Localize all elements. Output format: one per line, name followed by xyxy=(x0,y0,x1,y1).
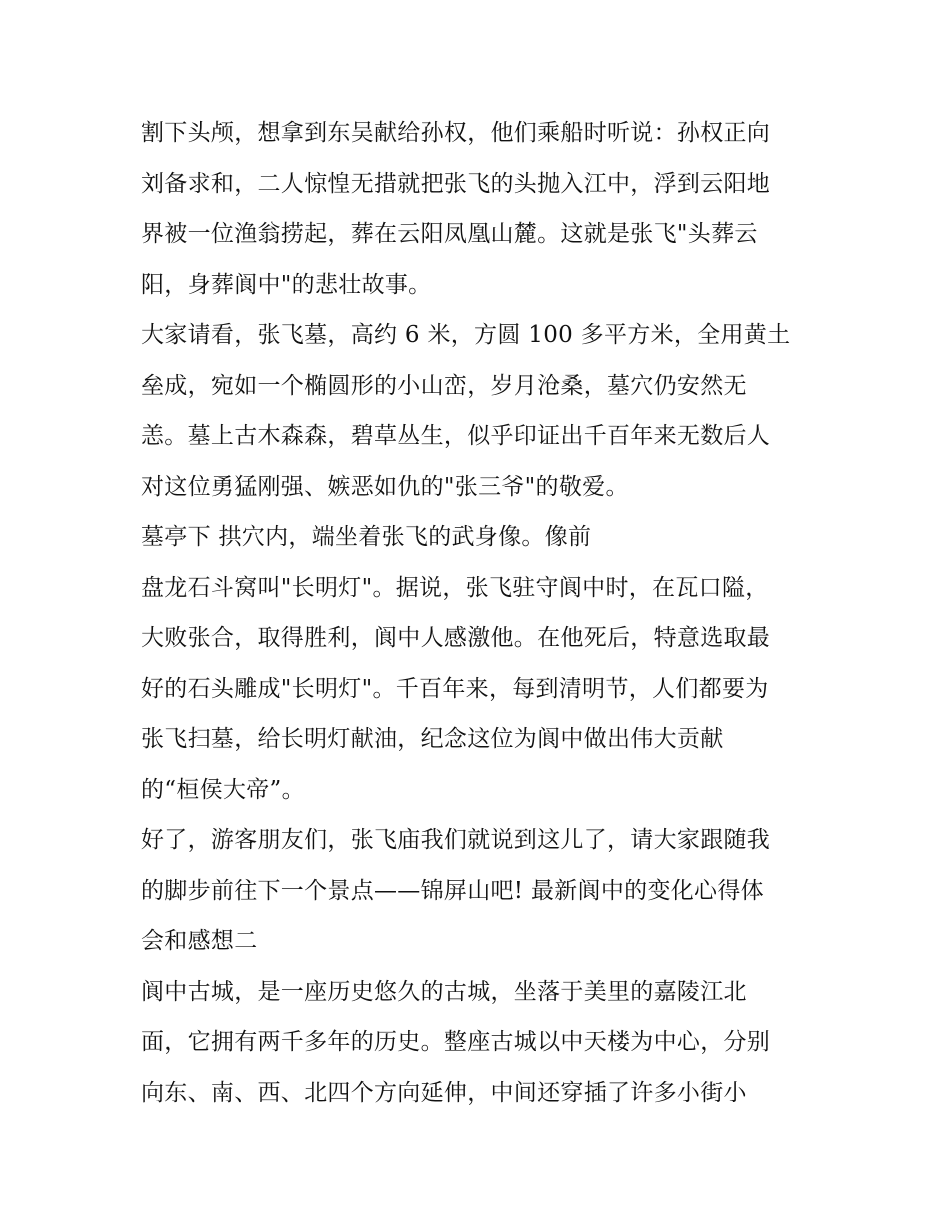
text-line: 好的石头雕成"长明灯"。千百年来，每到清明节，人们都要为 xyxy=(141,675,769,702)
text-line: 垒成，宛如一个椭圆形的小山峦，岁月沧桑，墓穴仍安然无 xyxy=(141,372,747,399)
text-line: 的“桓侯大帝”。 xyxy=(141,776,305,803)
text-line: 张飞扫墓，给长明灯献油，纪念这位为阆中做出伟大贡献 xyxy=(141,726,724,752)
text-line: 好了，游客朋友们，张飞庙我们就说到这儿了，请大家跟随我 xyxy=(141,827,771,853)
document-body xyxy=(141,108,821,1118)
text-line: 面，它拥有两千多年的历史。整座古城以中天楼为中心，分别 xyxy=(141,1029,771,1055)
text-line: 阳，身葬阆中"的悲壮故事。 xyxy=(141,271,432,298)
text-line: 对这位勇猛刚强、嫉恶如仇的"张三爷"的敬爱。 xyxy=(141,473,629,500)
text-line: 向东、南、西、北四个方向延伸，中间还穿插了许多小街小 xyxy=(141,1079,747,1106)
text-line: 大败张合，取得胜利，阆中人感激他。在他死后，特意选取最 xyxy=(141,625,771,651)
text-line: 恙。墓上古木森森，碧草丛生，似乎印证出千百年来无数后人 xyxy=(141,423,771,449)
text-line: 墓亭下 拱穴内，端坐着张飞的武身像。像前 xyxy=(141,524,592,550)
text-line: 盘龙石斗窝叫"长明灯"。据说，张飞驻守阆中时，在瓦口隘， xyxy=(141,574,769,601)
text-line: 会和感想二 xyxy=(141,928,258,954)
text-line: 的脚步前往下一个景点——锦屏山吧! 最新阆中的变化心得体 xyxy=(141,877,764,904)
text-line: 刘备求和，二人惊惶无措就把张飞的头抛入江中，浮到云阳地 xyxy=(141,170,771,197)
text-line: 大家请看，张飞墓，高约 6 米，方圆 100 多平方米，全用黄土 xyxy=(141,322,791,348)
text-line: 割下头颅，想拿到东吴献给孙权，他们乘船时听说：孙权正向 xyxy=(141,120,771,146)
text-line: 阆中古城，是一座历史悠久的古城，坐落于美里的嘉陵江北 xyxy=(141,978,747,1005)
text-line: 界被一位渔翁捞起，葬在云阳凤凰山麓。这就是张飞"头葬云 xyxy=(141,221,758,247)
